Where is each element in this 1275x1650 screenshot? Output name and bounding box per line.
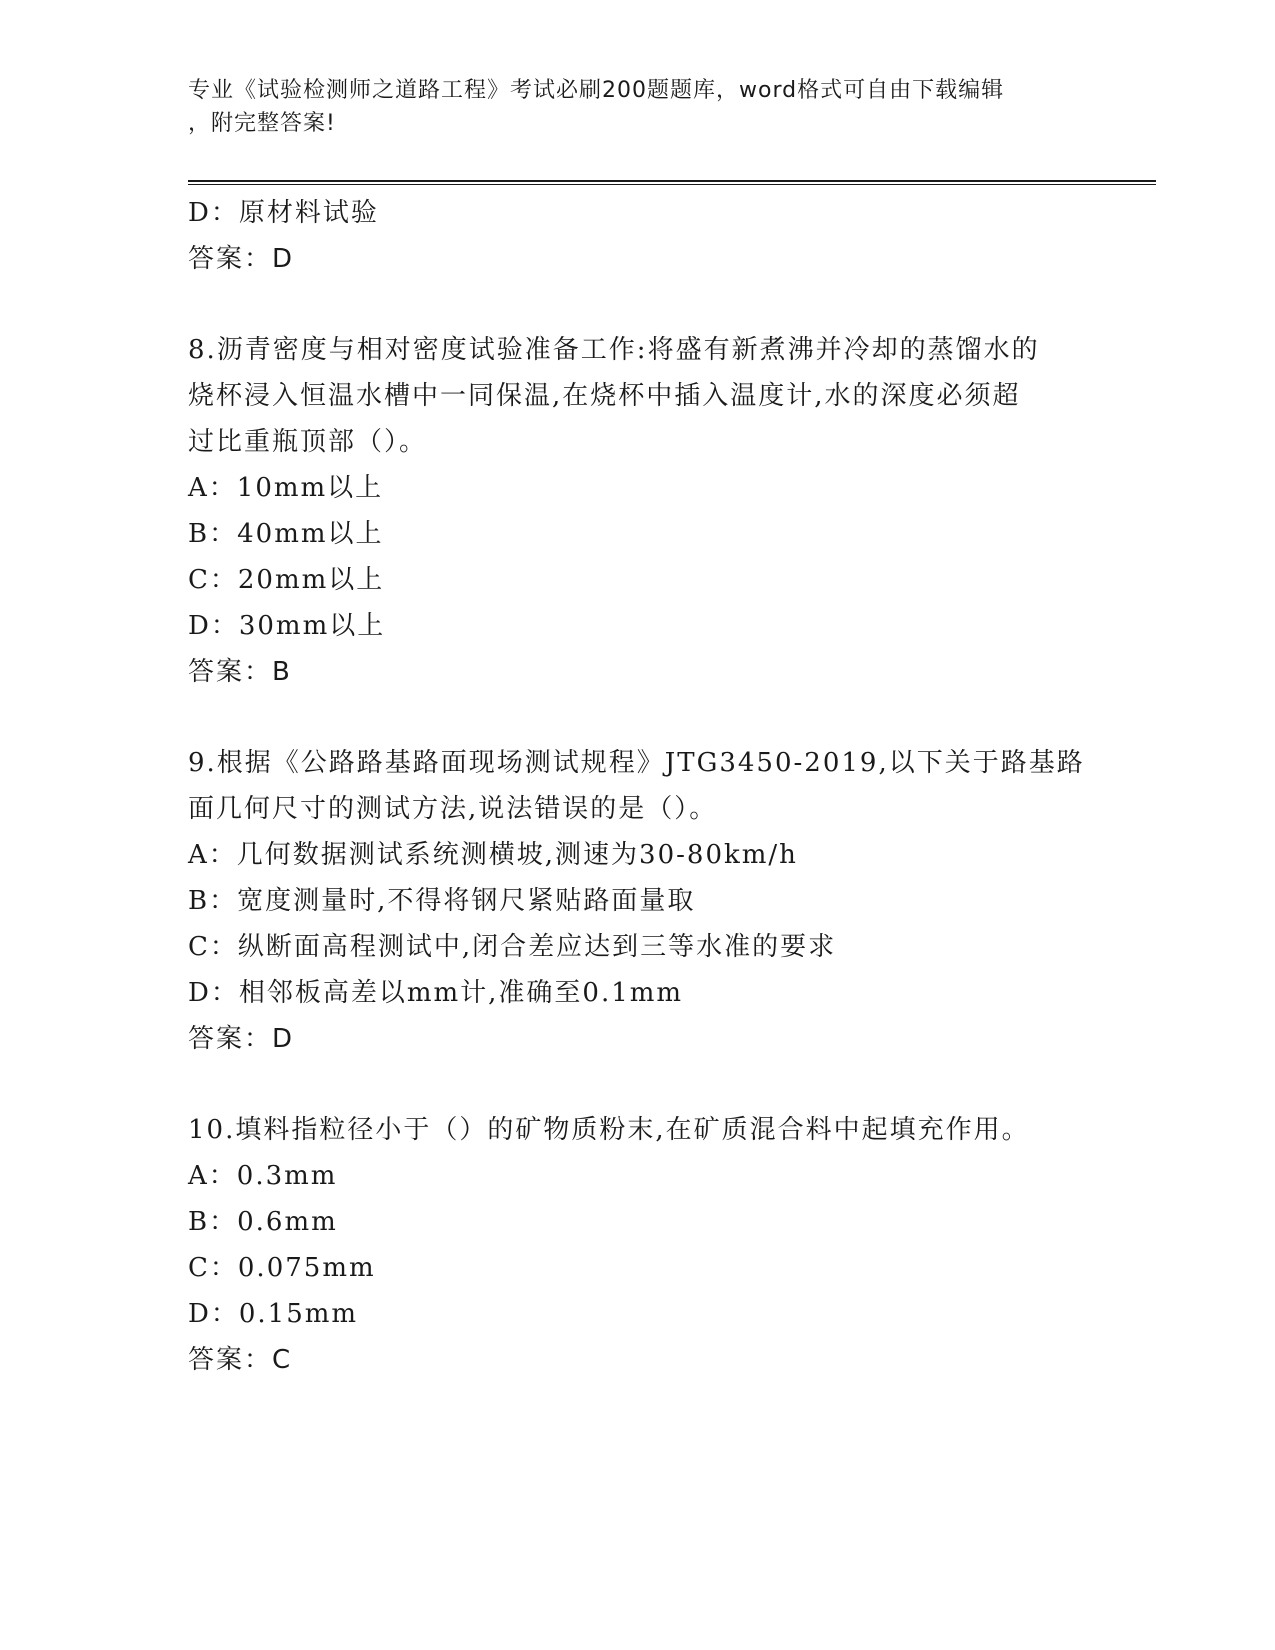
question-text-line: 过比重瓶顶部（）。 [188,427,428,457]
option-c: C：纵断面高程测试中,闭合差应达到三等水准的要求 [188,932,837,962]
answer-label: 答案：D [188,244,295,274]
answer-label: 答案：C [188,1345,293,1375]
question-text-line: 烧杯浸入恒温水槽中一同保温,在烧杯中插入温度计,水的深度必须超 [188,381,1021,411]
document-body [188,190,1088,1383]
option-b: B：40mm以上 [188,519,384,549]
question-9 [188,740,1088,1062]
question-text-line: 10.填料指粒径小于（）的矿物质粉末,在矿质混合料中起填充作用。 [188,1115,1030,1145]
header-rule-thick [188,180,1156,182]
option-a: A：10mm以上 [188,473,384,503]
option-d: D：原材料试验 [188,198,379,228]
option-c: C：0.075mm [188,1253,376,1283]
option-d: D：0.15mm [188,1299,359,1329]
question-7-tail [188,190,1088,282]
question-10 [188,1107,1088,1383]
spacer [188,282,1088,327]
spacer [188,695,1088,740]
option-d: D：30mm以上 [188,611,386,641]
question-text-line: 8.沥青密度与相对密度试验准备工作:将盛有新煮沸并冷却的蒸馏水的 [188,335,1040,365]
header-line-2: ，附完整答案! [188,111,336,136]
option-a: A：几何数据测试系统测横坡,测速为30-80km/h [188,840,798,870]
option-b: B：0.6mm [188,1207,338,1237]
question-text-line: 面几何尺寸的测试方法,说法错误的是（）。 [188,794,718,824]
answer-label: 答案：D [188,1024,295,1054]
question-8 [188,327,1088,695]
header-rule-thin [188,184,1156,185]
header-line-1: 专业《试验检测师之道路工程》考试必刷200题题库，word格式可自由下载编辑 [188,78,1005,103]
spacer [188,1062,1088,1107]
answer-label: 答案：B [188,657,292,687]
question-text-line: 9.根据《公路路基路面现场测试规程》JTG3450-2019,以下关于路基路 [188,748,1085,778]
option-a: A：0.3mm [188,1161,338,1191]
option-b: B：宽度测量时,不得将钢尺紧贴路面量取 [188,886,696,916]
option-d: D：相邻板高差以mm计,准确至0.1mm [188,978,684,1008]
document-header [188,74,1088,140]
option-c: C：20mm以上 [188,565,385,595]
